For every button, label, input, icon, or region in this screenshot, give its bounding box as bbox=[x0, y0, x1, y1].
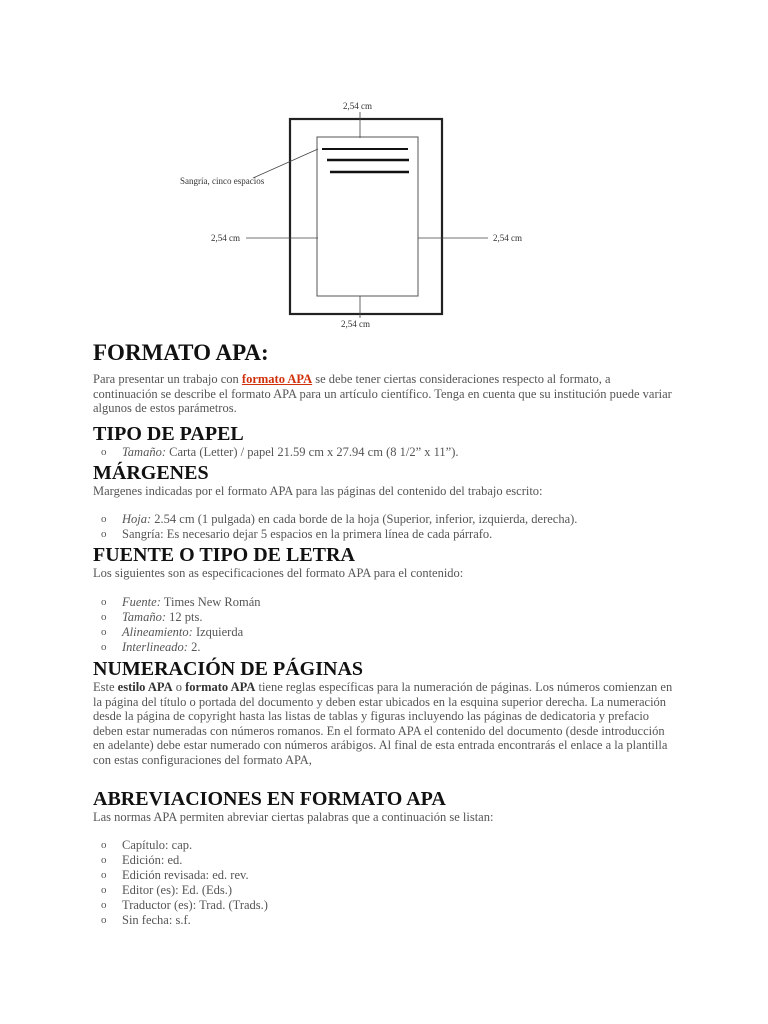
item-text: Times New Román bbox=[160, 594, 261, 609]
right-margin-label: 2,54 cm bbox=[493, 233, 522, 243]
item-label: Hoja: bbox=[122, 512, 152, 527]
numbering-text-1: Este bbox=[93, 679, 118, 694]
list-item bbox=[93, 445, 673, 460]
list-item bbox=[93, 625, 673, 640]
intro-text-after: se debe tener ciertas consideraciones respecto al formato, a continuación se describe el formato APA para un artículo científico. Tenga en cuenta que su institución puede variar algunos de estos parámetros. bbox=[93, 372, 672, 416]
abbrev-heading: ABREVIACIONES EN FORMATO APA bbox=[93, 787, 446, 810]
list-item bbox=[93, 640, 673, 655]
numbering-text-3: tiene reglas específicas para la numeración de páginas. Los números comienzan en la página del título o portada del documento y deben estar ubicados en la esquina superior derecha. La numeración desde la página de copyright hasta las listas de tablas y figuras incluyendo las páginas de dedicatoria y prefacio deben estar numeradas con números romanos. En el formato APA el contenido del documento (desde introducción en adelante) debe estar numerado con números arábigos. Al final de esta entrada encontrarás el enlace a la plantilla con estas configuraciones del formato APA, bbox=[93, 679, 673, 767]
bottom-margin-label: 2,54 cm bbox=[341, 319, 370, 329]
item-text: Izquierda bbox=[192, 624, 244, 639]
numbering-heading: NUMERACIÓN DE PÁGINAS bbox=[93, 657, 364, 680]
list-item: o Sin fecha: s.f. bbox=[93, 913, 673, 928]
item-label: Tamaño: bbox=[122, 609, 166, 624]
intro-text-before: Para presentar un trabajo con bbox=[93, 372, 242, 386]
paper-heading: TIPO DE PAPEL bbox=[93, 422, 244, 445]
paper-list bbox=[93, 445, 673, 460]
abbrev-list bbox=[93, 838, 673, 928]
estilo-apa-bold: estilo APA bbox=[117, 679, 173, 694]
font-heading: FUENTE O TIPO DE LETRA bbox=[93, 544, 355, 567]
list-item bbox=[93, 610, 673, 625]
abbrev-description: Las normas APA permiten abreviar ciertas palabras que a continuación se listan: bbox=[93, 809, 494, 824]
item-label: Interlineado: bbox=[122, 639, 188, 654]
margin-diagram bbox=[0, 0, 768, 335]
page-title: FORMATO APA: bbox=[93, 340, 269, 365]
formato-apa-link[interactable]: formato APA bbox=[241, 372, 313, 386]
item-text: 2.54 cm (1 pulgada) en cada borde de la hoja (Superior, inferior, izquierda, derecha). bbox=[151, 512, 578, 527]
top-margin-label: 2,54 cm bbox=[343, 101, 372, 111]
item-label: Alineamiento: bbox=[122, 624, 193, 639]
indent-pointer bbox=[253, 149, 318, 178]
margins-list bbox=[93, 512, 673, 542]
item-label: Tamaño: bbox=[122, 444, 166, 459]
formato-apa-bold: formato APA bbox=[185, 679, 256, 694]
indent-label: Sangría, cinco espacios bbox=[180, 176, 265, 186]
font-list bbox=[93, 595, 673, 655]
item-label: Fuente: bbox=[122, 594, 161, 609]
item-text: Sangría: Es necesario dejar 5 espacios en la primera línea de cada párrafo. bbox=[122, 527, 493, 542]
margins-heading: MÁRGENES bbox=[93, 461, 209, 484]
list-item bbox=[93, 595, 673, 610]
list-item: o Traductor (es): Trad. (Trads.) bbox=[93, 898, 673, 913]
numbering-text-2: o bbox=[172, 679, 186, 694]
item-text: 12 pts. bbox=[166, 609, 203, 624]
item-text: 2. bbox=[187, 639, 201, 654]
margin-diagram-svg bbox=[0, 0, 768, 335]
margins-description: Margenes indicadas por el formato APA para las páginas del contenido del trabajo escrito: bbox=[93, 483, 543, 498]
item-text: Carta (Letter) / papel 21.59 cm x 27.94 cm (8 1/2” x 11”). bbox=[166, 444, 459, 459]
font-description: Los siguientes son as especificaciones del formato APA para el contenido: bbox=[93, 566, 464, 581]
left-margin-label: 2,54 cm bbox=[211, 233, 240, 243]
list-item: o Edición: ed. bbox=[93, 853, 673, 868]
document-content bbox=[93, 336, 673, 928]
list-item bbox=[93, 512, 673, 527]
intro-paragraph bbox=[93, 372, 673, 416]
numbering-paragraph bbox=[93, 680, 673, 768]
list-item bbox=[93, 527, 673, 542]
list-item: o Edición revisada: ed. rev. bbox=[93, 868, 673, 883]
list-item: o Editor (es): Ed. (Eds.) bbox=[93, 883, 673, 898]
list-item: o Capítulo: cap. bbox=[93, 838, 673, 853]
